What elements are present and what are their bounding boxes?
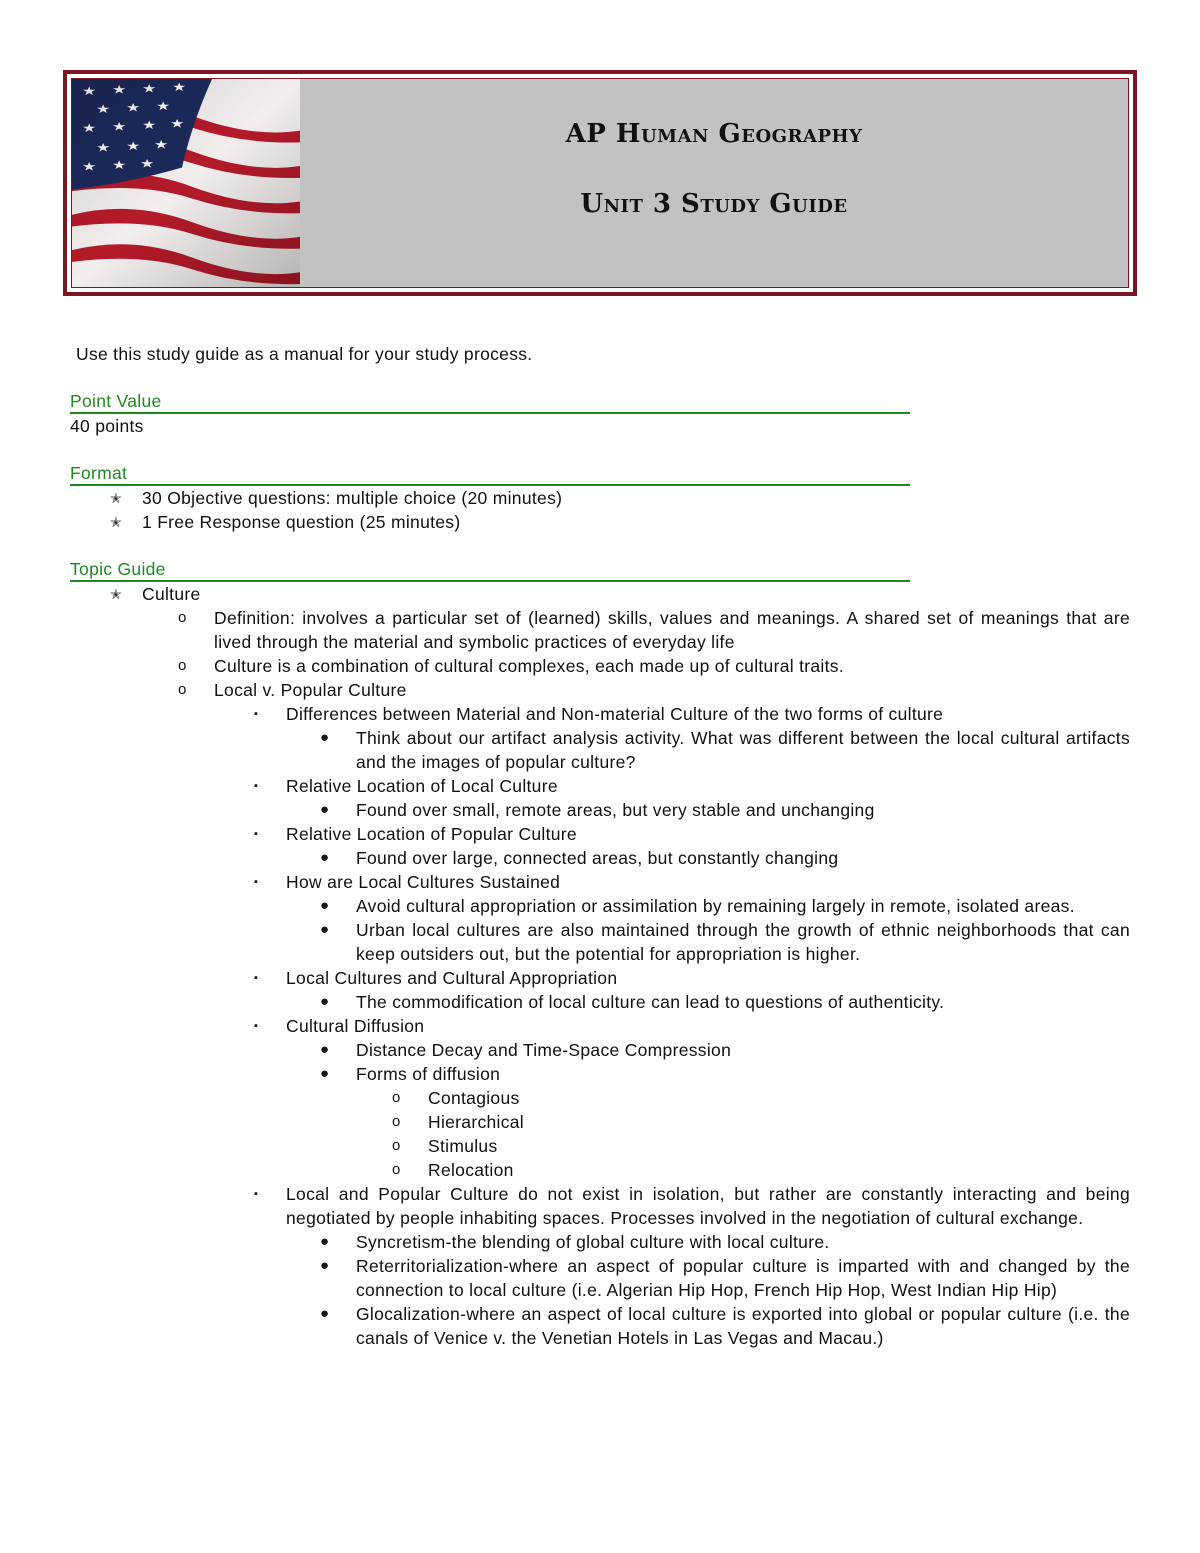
circle-bullet-icon: o <box>178 681 187 698</box>
list-item: ▪ Cultural Diffusion ● Distance Decay and Time-Space Compression ● Forms of diffusion o Contagious o Hierarchical o Stimulus o Relocation <box>214 1014 1130 1182</box>
list-item: ● The commodification of local culture can lead to questions of authenticity. <box>320 992 945 1012</box>
circle-bullet-icon: o <box>392 1137 401 1154</box>
section-heading-format: Format <box>70 462 910 486</box>
list-item: o Hierarchical <box>392 1112 524 1132</box>
square-bullet-icon: ▪ <box>254 1188 259 1200</box>
topic-culture: Culture <box>142 584 201 604</box>
list-item: o Relocation <box>392 1160 514 1180</box>
list-item <box>70 582 1130 1350</box>
circle-bullet-icon: o <box>392 1089 401 1106</box>
list-item: ▪ Differences between Material and Non-material Culture of the two forms of culture ● Think about our artifact analysis activity. What was different between the local cultural artifacts and the images of popular culture? <box>254 704 1130 772</box>
circle-bullet-icon: o <box>392 1113 401 1130</box>
circle-bullet-icon: o <box>178 657 187 674</box>
list-item: ● Distance Decay and Time-Space Compression <box>320 1040 732 1060</box>
star-bullet-icon: ✭ <box>110 490 123 506</box>
culture-sublist <box>142 606 1130 1350</box>
list-item: o Definition: involves a particular set of (learned) skills, values and meanings. A shared set of meanings that are lived through the material and symbolic practices of everyday life <box>178 608 1130 652</box>
list-item: ▪ Relative Location of Local Culture ● Found over small, remote areas, but very stable and unchanging <box>214 774 1130 822</box>
dot-bullet-icon: ● <box>320 729 330 746</box>
list-item: ● Found over small, remote areas, but very stable and unchanging <box>320 800 875 820</box>
list-item: ▪ Local Cultures and Cultural Appropriation ● The commodification of local culture can lead to questions of authenticity. <box>214 966 1130 1014</box>
list-item: ● Urban local cultures are also maintained through the growth of ethnic neighborhoods that can keep outsiders out, but the potential for appropriation is higher. <box>320 920 1130 964</box>
square-bullet-icon: ▪ <box>254 876 259 888</box>
list-item: ▪ Relative Location of Popular Culture ● Found over large, connected areas, but constantly changing <box>214 822 1130 870</box>
list-item: ▪ Local and Popular Culture do not exist in isolation, but rather are constantly interacting and being negotiated by people inhabiting spaces. Processes involved in the negotiation of cultural exchange. ● Syncretism-the blending of global culture with local culture. ● Reterritorialization-where an aspect of popular culture is imparted with and changed by the connection to local culture (i.e. Algerian Hip Hop, French Hip Hop, West Indian Hip Hip) ● Glocalization-where an aspect of local culture is exported into global or popular culture (i.e. the canals of Venice v. the Venetian Hotels in Las Vegas and Macau.) <box>254 1184 1130 1348</box>
dot-bullet-icon: ● <box>320 1041 330 1058</box>
topic-list <box>70 582 1130 1350</box>
section-heading-topic-guide: Topic Guide <box>70 558 910 582</box>
study-guide-content <box>70 342 1130 1374</box>
list-item: ● Avoid cultural appropriation or assimilation by remaining largely in remote, isolated areas. <box>320 896 1075 916</box>
square-bullet-icon: ▪ <box>254 708 259 720</box>
star-bullet-icon: ✭ <box>110 514 123 530</box>
dot-bullet-icon: ● <box>320 1305 330 1322</box>
list-item: o Stimulus <box>392 1136 498 1156</box>
list-item: ● Glocalization-where an aspect of local culture is exported into global or popular culture (i.e. the canals of Venice v. the Venetian Hotels in Las Vegas and Macau.) <box>320 1304 1130 1348</box>
list-item: ✭ 30 Objective questions: multiple choice (20 minutes) <box>110 488 563 508</box>
square-bullet-icon: ▪ <box>254 1020 259 1032</box>
list-item: ▪ How are Local Cultures Sustained ● Avoid cultural appropriation or assimilation by remaining largely in remote, isolated areas. ● Urban local cultures are also maintained through the growth of ethnic neighborhoods that can keep outsiders out, but the potential for appropriation is higher. <box>254 872 1130 964</box>
point-value-text: 40 points <box>70 416 144 436</box>
dot-bullet-icon: ● <box>320 1065 330 1082</box>
list-item: o Contagious <box>392 1088 520 1108</box>
local-popular-sublist <box>214 702 1130 1350</box>
document-subtitle: Unit 3 Study Guide <box>580 189 848 219</box>
list-item: ✭ 1 Free Response question (25 minutes) <box>110 512 461 532</box>
circle-bullet-icon: o <box>392 1161 401 1178</box>
square-bullet-icon: ▪ <box>254 780 259 792</box>
dot-bullet-icon: ● <box>320 921 330 938</box>
dot-bullet-icon: ● <box>320 1257 330 1274</box>
square-bullet-icon: ▪ <box>254 972 259 984</box>
diffusion-forms-list <box>356 1086 1130 1182</box>
list-item: o Local v. Popular Culture ▪ Differences between Material and Non-material Culture of the two forms of culture ● Think about our artifact analysis activity. What was different between the local cultural artifacts and the images of popular culture? ▪ Relative Location of Local Culture ● Found over small, remote areas, but very stable and unchanging ▪ Relative Location of Popular Culture ● Found over large, connected areas, but constantly changing ▪ How are Local Cultures Sustained ● Avoid cultural appropriation or assimilation by remaining largely in remote, isolated areas. ● Urban local cultures are also maintained through the growth of ethnic neighborhoods that can keep outsiders out, but the potential for appropriation is higher. ▪ Local Cultures and Cultural Appropriation ● The commodification of local culture can lead to questions of authenticity. ▪ Cultural Diffusion ● Distance Decay and Time-Space Compression ● Forms of diffusion o Contagious o Hierarchical o Stimulus o Relocation ▪ Local and Popular Culture do not exist in isolation, but rather are constantly interacting and being negotiated by people inhabiting spaces. Processes involved in the negotiation of cultural exchange. ● Syncretism-the blending of global culture with local culture. ● Reterritorialization-where an aspect of popular culture is imparted with and changed by the connection to local culture (i.e. Algerian Hip Hop, French Hip Hop, West Indian Hip Hip) ● Glocalization-where an aspect of local culture is exported into global or popular culture (i.e. the canals of Venice v. the Venetian Hotels in Las Vegas and Macau.) <box>178 680 1130 1348</box>
header-banner <box>63 70 1137 296</box>
header-titles <box>300 79 1128 287</box>
dot-bullet-icon: ● <box>320 849 330 866</box>
list-item: ● Reterritorialization-where an aspect of popular culture is imparted with and changed by the connection to local culture (i.e. Algerian Hip Hop, French Hip Hop, West Indian Hip Hip) <box>320 1256 1130 1300</box>
header-inner <box>71 78 1129 288</box>
list-item: o Culture is a combination of cultural complexes, each made up of cultural traits. <box>178 656 844 676</box>
circle-bullet-icon: o <box>178 609 187 626</box>
list-item: ● Think about our artifact analysis activity. What was different between the local cultural artifacts and the images of popular culture? <box>320 728 1130 772</box>
star-bullet-icon: ✭ <box>110 586 123 602</box>
intro-text: Use this study guide as a manual for your study process. <box>76 344 533 364</box>
dot-bullet-icon: ● <box>320 1233 330 1250</box>
list-item: ● Found over large, connected areas, but constantly changing <box>320 848 839 868</box>
dot-bullet-icon: ● <box>320 993 330 1010</box>
format-list <box>70 486 1130 534</box>
square-bullet-icon: ▪ <box>254 828 259 840</box>
document-title: AP Human Geography <box>565 119 863 149</box>
list-item: ● Forms of diffusion o Contagious o Hierarchical o Stimulus o Relocation <box>286 1062 1130 1182</box>
dot-bullet-icon: ● <box>320 897 330 914</box>
list-item: ● Syncretism-the blending of global culture with local culture. <box>320 1232 830 1252</box>
section-heading-point-value: Point Value <box>70 390 910 414</box>
dot-bullet-icon: ● <box>320 801 330 818</box>
american-flag-image <box>72 79 300 287</box>
